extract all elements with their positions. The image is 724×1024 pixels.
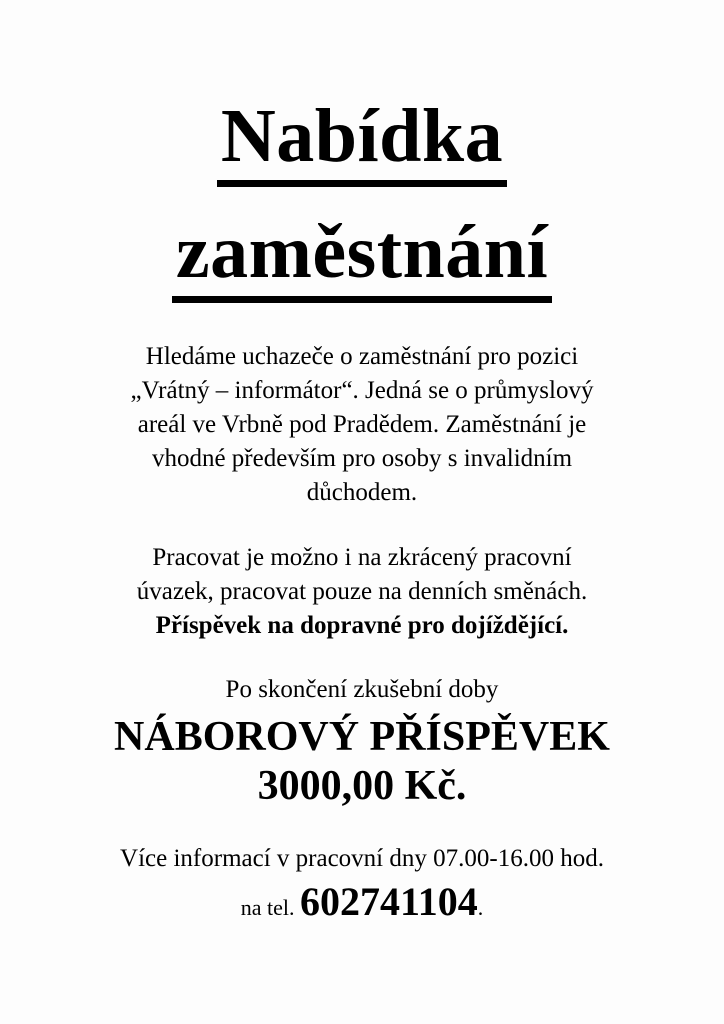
- description-line: vhodné především pro osoby s invalidním: [151, 445, 573, 472]
- title-word-zamestnani: zaměstnání: [172, 214, 552, 303]
- contact-hours: Více informací v pracovní dny 07.00-16.00 hod.: [120, 845, 604, 872]
- conditions-line: úvazek, pracovat pouze na denních směnách.: [136, 578, 588, 605]
- phone-number: 602741104: [299, 879, 478, 924]
- phone-suffix: .: [477, 895, 484, 920]
- bonus-amount: 3000,00 Kč.: [257, 763, 467, 809]
- description-line: důchodem.: [306, 479, 418, 506]
- poster-title-line-2: [0, 210, 724, 303]
- poster-title-line-1: [0, 94, 724, 187]
- description-line: „Vrátný – informátor“. Jedná se o průmyslový: [130, 377, 594, 404]
- phone-prefix: na tel.: [240, 895, 300, 920]
- contact-phone-line: [0, 876, 724, 937]
- description-line: areál ve Vrbně pod Pradědem. Zaměstnání je: [137, 411, 587, 438]
- conditions-line: Pracovat je možno i na zkrácený pracovní: [152, 544, 572, 571]
- description-line: Hledáme uchazeče o zaměstnání pro pozici: [145, 343, 579, 370]
- title-word-nabidka: Nabídka: [217, 98, 507, 187]
- commute-allowance-note: Příspěvek na dopravné pro dojíždějící.: [155, 612, 569, 639]
- work-conditions-paragraph: [0, 541, 724, 643]
- bonus-title: NÁBOROVÝ PŘÍSPĚVEK: [114, 714, 610, 760]
- job-description-paragraph: [0, 340, 724, 510]
- bonus-intro: Po skončení zkušební doby: [225, 676, 499, 703]
